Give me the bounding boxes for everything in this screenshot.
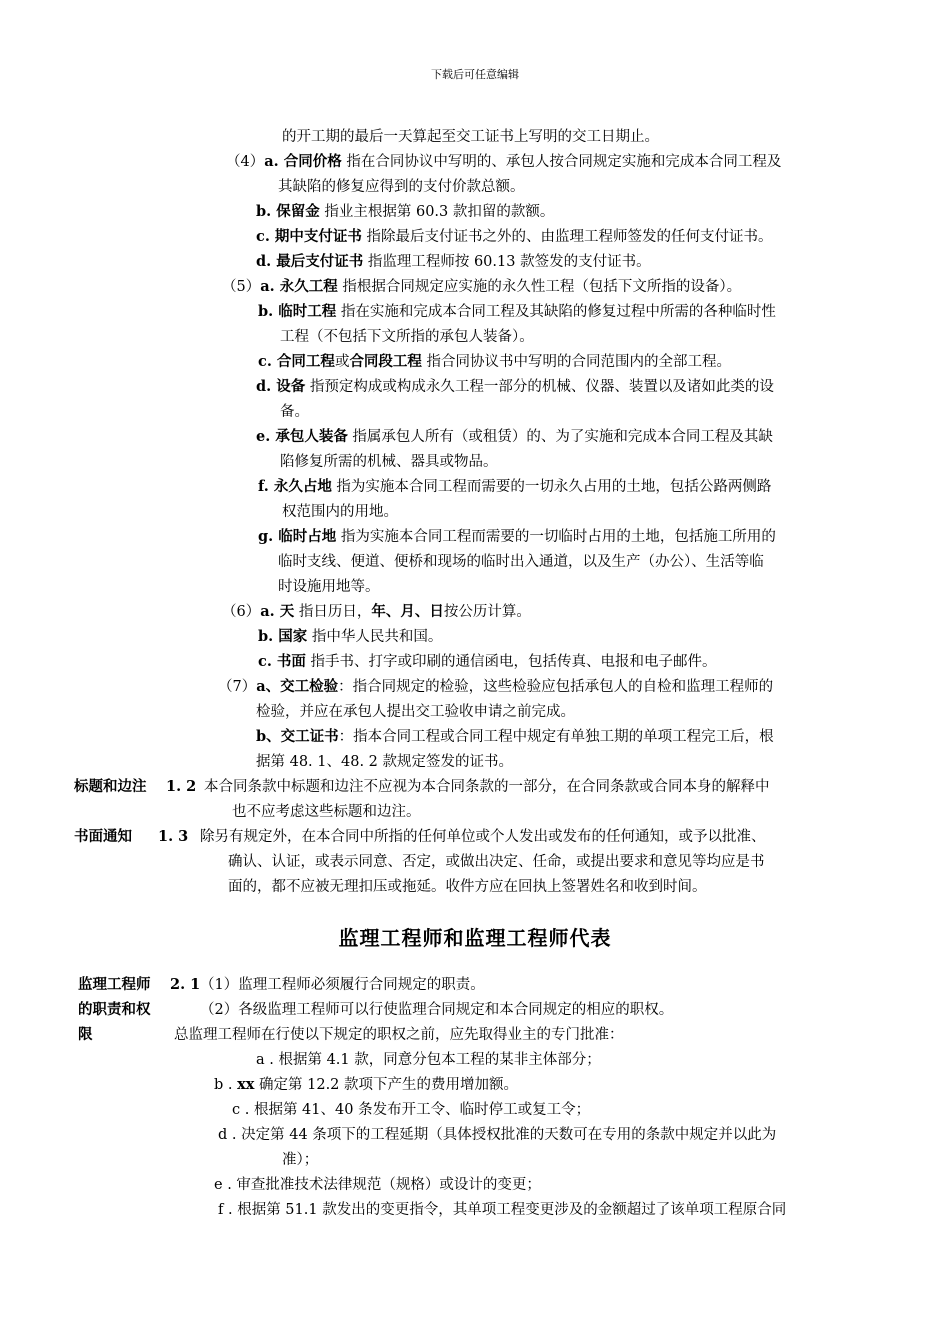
definition-written: c. 书面 指手书、打字或印刷的通信函电，包括传真、电报和电子邮件。 (258, 653, 717, 670)
list-item: b . xx 确定第 12.2 款项下产生的费用增加额。 (214, 1076, 519, 1093)
text-line: 备。 (280, 404, 309, 420)
definition-temporary-works: b. 临时工程 指在实施和完成本合同工程及其缺陷的修复过程中所需的各种临时性 (258, 303, 776, 320)
section-title: 监理工程师和监理工程师代表 (338, 926, 612, 950)
text-line: 的开工期的最后一天算起至交工证书上写明的交工日期止。 (282, 129, 659, 145)
clause-text: 面的，都不应被无理扣压或拖延。收件方应在回执上签署姓名和收到时间。 (228, 879, 707, 895)
definition-interim-certificate: c. 期中支付证书 指除最后支付证书之外的、由监理工程师签发的任何支付证书。 (256, 228, 773, 245)
list-item: f . 根据第 51.1 款发出的变更指令，其单项工程变更涉及的金额超过了该单项工程原合同 (218, 1202, 787, 1218)
clause-text: （1）监理工程师必须履行合同规定的职责。 (200, 977, 485, 993)
clause-text: 本合同条款中标题和边注不应视为本合同条款的一部分，在合同条款或合同本身的解释中 (204, 779, 770, 795)
definition-country: b. 国家 指中华人民共和国。 (258, 628, 443, 645)
text-line: 检验，并应在承包人提出交工验收申请之前完成。 (256, 704, 575, 720)
text-line: 据第 48. 1、48. 2 款规定签发的证书。 (256, 754, 514, 770)
side-heading-headings: 标题和边注 (74, 778, 147, 795)
side-heading-notices: 书面通知 (74, 828, 132, 845)
clause-text: 总监理工程师在行使以下规定的职权之前，应先取得业主的专门批准： (174, 1027, 624, 1043)
text-line: 权范围内的用地。 (282, 504, 398, 520)
definition-completion-certificate: b、交工证书：指本合同工程或合同工程中规定有单独工期的单项工程完工后，根 (256, 728, 774, 745)
clause-number: 2. 1 (170, 976, 201, 993)
definition-retention-money: b. 保留金 指业主根据第 60.3 款扣留的款额。 (256, 203, 555, 220)
side-heading-engineer: 限 (78, 1026, 93, 1043)
definition-contract-works: c. 合同工程或合同段工程 指合同协议书中写明的合同范围内的全部工程。 (258, 353, 732, 370)
definition-equipment: d. 设备 指预定构成或构成永久工程一部分的机械、仪器、装置以及诸如此类的设 (256, 378, 774, 395)
definition-contract-price: （4）a. 合同价格 指在合同协议中写明的、承包人按合同规定实施和完成本合同工程及 (226, 153, 782, 170)
clause-text: （2）各级监理工程师可以行使监理合同规定和本合同规定的相应的职权。 (200, 1002, 674, 1018)
text-line: 其缺陷的修复应得到的支付价款总额。 (278, 179, 525, 195)
list-item: a . 根据第 4.1 款，同意分包本工程的某非主体部分； (256, 1052, 601, 1068)
side-heading-engineer: 监理工程师 (78, 976, 151, 993)
definition-contractor-equipment: e. 承包人装备 指属承包人所有（或租赁）的、为了实施和完成本合同工程及其缺 (256, 428, 773, 445)
definition-temporary-land: g. 临时占地 指为实施本合同工程而需要的一切临时占用的土地，包括施工所用的 (258, 528, 776, 545)
list-item: e . 审查批准技术法律规范（规格）或设计的变更； (214, 1177, 541, 1193)
list-item: d . 决定第 44 条项下的工程延期（具体授权批准的天数可在专用的条款中规定并以此为 (218, 1127, 777, 1143)
text-line: 临时支线、便道、便桥和现场的临时出入通道，以及生产（办公）、生活等临 (278, 554, 764, 570)
definition-day: （6）a. 天 指日历日，年、月、日按公历计算。 (222, 603, 531, 620)
clause-text: 也不应考虑这些标题和边注。 (232, 804, 421, 820)
definition-final-certificate: d. 最后支付证书 指监理工程师按 60.13 款签发的支付证书。 (256, 253, 651, 270)
page-header: 下载后可任意编辑 (431, 68, 519, 81)
definition-permanent-land: f. 永久占地 指为实施本合同工程而需要的一切永久占用的土地，包括公路两侧路 (258, 478, 772, 495)
text-line: 工程（不包括下文所指的承包人装备）。 (280, 329, 534, 345)
list-item: 准）； (282, 1152, 319, 1168)
definition-permanent-works: （5）a. 永久工程 指根据合同规定应实施的永久性工程（包括下文所指的设备）。 (222, 278, 742, 295)
text-line: 时设施用地等。 (278, 579, 380, 595)
clause-text: 除另有规定外，在本合同中所指的任何单位或个人发出或发布的任何通知，或予以批准、 (200, 829, 766, 845)
definition-completion-test: （7）a、交工检验：指合同规定的检验，这些检验应包括承包人的自检和监理工程师的 (218, 678, 774, 695)
clause-number: 1. 2 (166, 778, 197, 795)
list-item: c . 根据第 41、40 条发布开工令、临时停工或复工令； (232, 1102, 591, 1118)
clause-number: 1. 3 (158, 828, 189, 845)
text-line: 陷修复所需的机械、器具或物品。 (280, 454, 498, 470)
clause-text: 确认、认证，或表示同意、否定，或做出决定、任命，或提出要求和意见等均应是书 (228, 854, 765, 870)
side-heading-engineer: 的职责和权 (78, 1001, 151, 1018)
